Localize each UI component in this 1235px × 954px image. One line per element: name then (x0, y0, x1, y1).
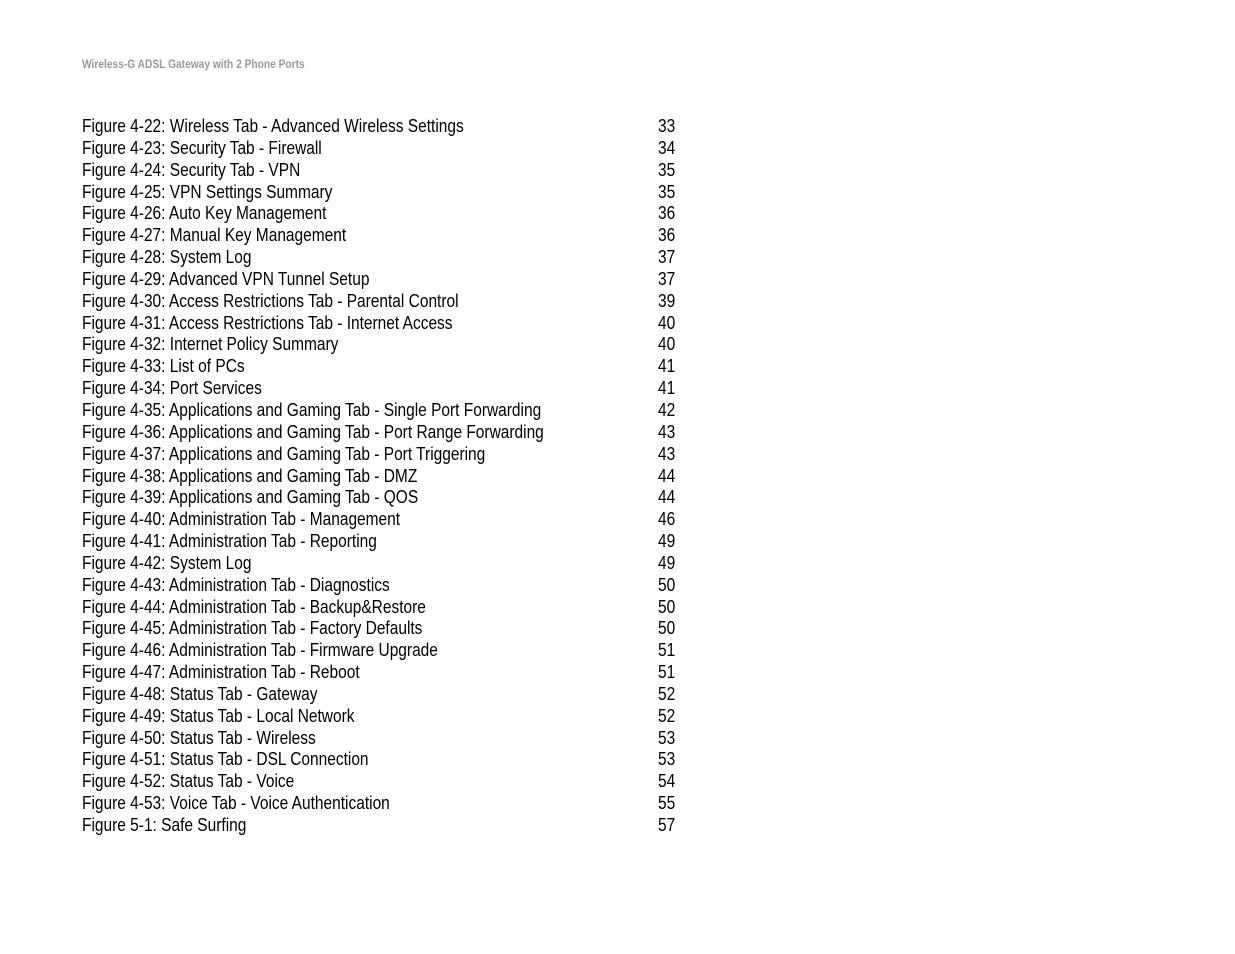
figure-entry (82, 269, 682, 291)
figure-entry-title: Figure 4-51: Status Tab - DSL Connection (82, 749, 369, 770)
figure-entry-title: Figure 4-22: Wireless Tab - Advanced Wireless Settings (82, 116, 464, 136)
figure-entry (82, 684, 682, 706)
figure-entry-page-number: 50 (658, 596, 676, 617)
figure-entry (82, 203, 682, 225)
figure-entry-page-number: 51 (658, 662, 676, 683)
figure-entry-title: Figure 4-34: Port Services (82, 378, 262, 399)
figure-entry (82, 444, 682, 466)
figure-entry-title: Figure 4-50: Status Tab - Wireless (82, 727, 316, 748)
figure-entry-title: Figure 4-42: System Log (82, 552, 252, 573)
figure-entry-title: Figure 4-23: Security Tab - Firewall (82, 137, 322, 158)
figure-entry-page-number: 40 (658, 312, 676, 333)
figure-entry-page-number: 41 (658, 378, 676, 399)
figure-entry-page-number: 37 (658, 247, 676, 268)
figure-list (82, 116, 682, 837)
figure-entry (82, 793, 682, 815)
figure-entry-page-number: 41 (658, 356, 676, 377)
figure-entry (82, 291, 682, 313)
figure-entry-page-number: 53 (658, 727, 676, 748)
figure-entry (82, 378, 682, 400)
running-header: Wireless-G ADSL Gateway with 2 Phone Ports (82, 57, 305, 71)
figure-entry-page-number: 49 (658, 552, 676, 573)
figure-entry (82, 728, 682, 750)
figure-entry (82, 466, 682, 488)
figure-entry-page-number: 46 (658, 509, 676, 530)
figure-entry-title: Figure 4-33: List of PCs (82, 356, 245, 377)
figure-entry-page-number: 53 (658, 749, 676, 770)
figure-entry-title: Figure 4-45: Administration Tab - Factory Defaults (82, 618, 423, 639)
figure-entry-title: Figure 4-24: Security Tab - VPN (82, 159, 301, 180)
figure-entry-title: Figure 4-29: Advanced VPN Tunnel Setup (82, 268, 370, 289)
figure-entry (82, 575, 682, 597)
figure-entry (82, 749, 682, 771)
figure-entry-title: Figure 4-26: Auto Key Management (82, 203, 327, 224)
figure-entry (82, 313, 682, 335)
figure-entry-page-number: 42 (658, 399, 676, 420)
figure-entry-page-number: 43 (658, 421, 676, 442)
figure-entry-title: Figure 4-44: Administration Tab - Backup&Restore (82, 596, 426, 617)
figure-entry-page-number: 33 (658, 116, 676, 136)
figure-entry-title: Figure 4-46: Administration Tab - Firmware Upgrade (82, 640, 438, 661)
figure-entry (82, 640, 682, 662)
figure-entry (82, 618, 682, 640)
figure-entry-title: Figure 4-30: Access Restrictions Tab - Parental Control (82, 290, 459, 311)
figure-entry-page-number: 37 (658, 268, 676, 289)
figure-entry (82, 334, 682, 356)
figure-entry-page-number: 50 (658, 618, 676, 639)
figure-entry-page-number: 39 (658, 290, 676, 311)
figure-entry-page-number: 34 (658, 137, 676, 158)
figure-entry (82, 597, 682, 619)
figure-entry (82, 662, 682, 684)
figure-entry-page-number: 54 (658, 771, 676, 792)
figure-entry (82, 116, 682, 138)
figure-entry-page-number: 44 (658, 465, 676, 486)
figure-entry-title: Figure 4-39: Applications and Gaming Tab - QOS (82, 487, 419, 508)
figure-entry-title: Figure 4-27: Manual Key Management (82, 225, 347, 246)
figure-entry-page-number: 49 (658, 531, 676, 552)
figure-entry-title: Figure 4-31: Access Restrictions Tab - Internet Access (82, 312, 453, 333)
figure-entry-title: Figure 4-47: Administration Tab - Reboot (82, 662, 360, 683)
figure-entry-page-number: 50 (658, 574, 676, 595)
figure-entry-title: Figure 4-52: Status Tab - Voice (82, 771, 295, 792)
figure-entry-page-number: 52 (658, 705, 676, 726)
figure-entry-page-number: 40 (658, 334, 676, 355)
figure-entry-title: Figure 4-48: Status Tab - Gateway (82, 683, 318, 704)
figure-entry-page-number: 55 (658, 793, 676, 814)
figure-entry (82, 160, 682, 182)
figure-entry (82, 422, 682, 444)
figure-entry-page-number: 51 (658, 640, 676, 661)
figure-entry (82, 509, 682, 531)
figure-entry-title: Figure 4-32: Internet Policy Summary (82, 334, 339, 355)
figure-entry (82, 356, 682, 378)
figure-entry-title: Figure 4-41: Administration Tab - Reporting (82, 531, 377, 552)
figure-entry-title: Figure 4-35: Applications and Gaming Tab - Single Port Forwarding (82, 399, 542, 420)
figure-entry (82, 706, 682, 728)
figure-entry-title: Figure 4-49: Status Tab - Local Network (82, 705, 355, 726)
figure-entry-page-number: 57 (658, 815, 676, 835)
figure-entry (82, 138, 682, 160)
figure-entry-title: Figure 4-53: Voice Tab - Voice Authentication (82, 793, 390, 814)
figure-entry (82, 553, 682, 575)
figure-entry-page-number: 35 (658, 159, 676, 180)
figure-entry-title: Figure 4-37: Applications and Gaming Tab - Port Triggering (82, 443, 486, 464)
figure-entry-page-number: 52 (658, 683, 676, 704)
figure-entry-title: Figure 4-28: System Log (82, 247, 252, 268)
figure-entry (82, 771, 682, 793)
figure-entry-title: Figure 5-1: Safe Surfing (82, 815, 247, 835)
figure-entry-page-number: 36 (658, 225, 676, 246)
figure-entry (82, 182, 682, 204)
figure-entry (82, 247, 682, 269)
figure-entry-title: Figure 4-25: VPN Settings Summary (82, 181, 333, 202)
figure-entry-title: Figure 4-38: Applications and Gaming Tab - DMZ (82, 465, 418, 486)
figure-entry (82, 225, 682, 247)
figure-entry-title: Figure 4-43: Administration Tab - Diagnostics (82, 574, 390, 595)
figure-entry-page-number: 36 (658, 203, 676, 224)
figure-entry (82, 400, 682, 422)
figure-entry-title: Figure 4-36: Applications and Gaming Tab - Port Range Forwarding (82, 421, 544, 442)
figure-entry-page-number: 43 (658, 443, 676, 464)
figure-entry-page-number: 35 (658, 181, 676, 202)
figure-entry (82, 531, 682, 553)
figure-entry-page-number: 44 (658, 487, 676, 508)
figure-entry (82, 487, 682, 509)
figure-entry (82, 815, 682, 837)
figure-entry-title: Figure 4-40: Administration Tab - Management (82, 509, 401, 530)
